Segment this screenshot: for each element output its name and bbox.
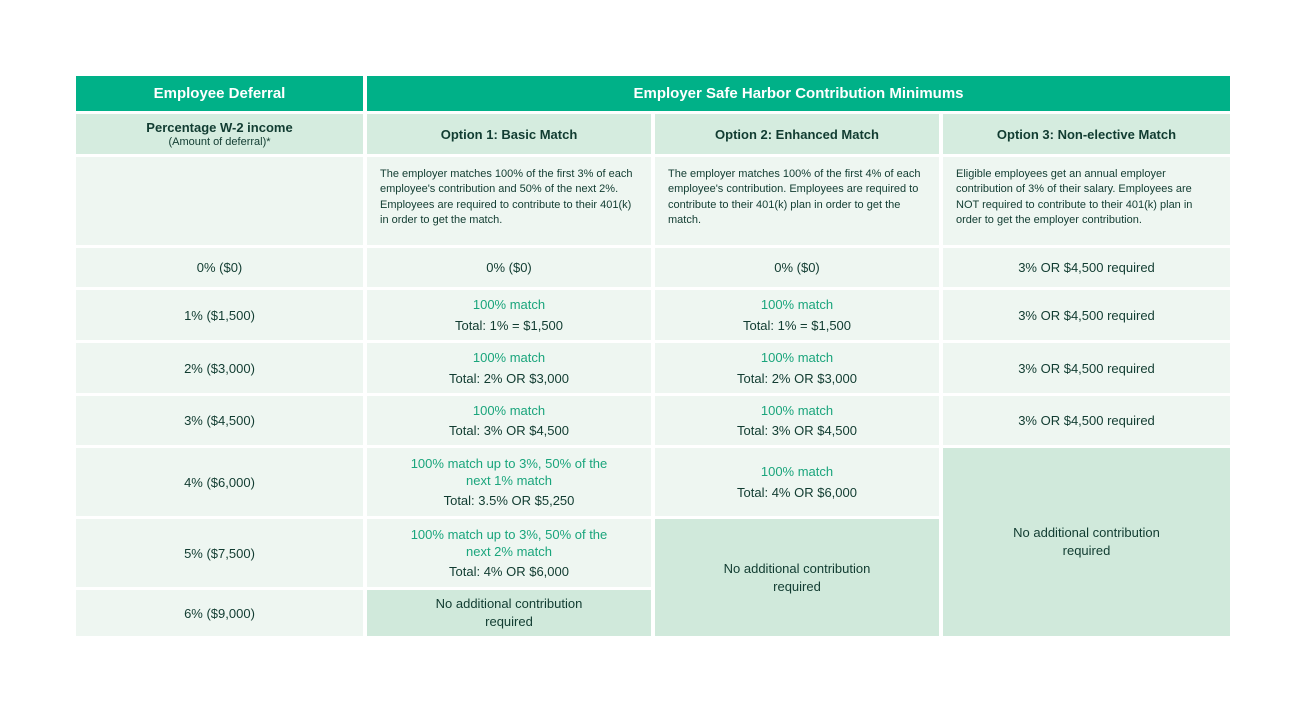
option1-row-5-total: Total: 4% OR $6,000 bbox=[449, 563, 569, 579]
deferral-6-percent-label: 6% ($9,000) bbox=[184, 605, 255, 621]
option2-row-4-total: Total: 4% OR $6,000 bbox=[737, 484, 857, 500]
option2-row-3-total: Total: 3% OR $4,500 bbox=[737, 423, 857, 439]
option1-no-contribution bbox=[367, 590, 651, 636]
subheader-option-1-label: Option 1: Basic Match bbox=[440, 126, 578, 142]
option3-row-1 bbox=[943, 290, 1230, 340]
option1-row-3-match: 100% match bbox=[472, 402, 546, 418]
subheader-percentage-subnote: (Amount of deferral)* bbox=[168, 136, 271, 148]
deferral-6-percent bbox=[76, 590, 363, 636]
deferral-4-percent-label: 4% ($6,000) bbox=[184, 474, 255, 490]
option1-row-3-total: Total: 3% OR $4,500 bbox=[449, 423, 569, 439]
option1-row-1-total: Total: 1% = $1,500 bbox=[454, 317, 564, 333]
description-option-2-text: The employer matches 100% of the first 4% of each employee's contribution. Employees are required to contribute to their 401(k) plan in order to get the match. bbox=[668, 168, 921, 227]
option2-row-3 bbox=[655, 396, 939, 445]
description-option-1-text: The employer matches 100% of the first 3% of each employee's contribution and 50% of the next 2%. Employees are required to contribute to their 401(k) in order to get the match. bbox=[380, 168, 633, 227]
option2-row-0 bbox=[655, 248, 939, 287]
option2-row-4 bbox=[655, 448, 939, 516]
option3-row-2 bbox=[943, 343, 1230, 393]
option1-no-contribution-text: No additional contribution required bbox=[435, 596, 583, 629]
option2-row-3-match: 100% match bbox=[760, 402, 834, 418]
option2-row-0-text: 0% ($0) bbox=[774, 260, 820, 275]
option1-row-4-total: Total: 3.5% OR $5,250 bbox=[443, 492, 575, 508]
option3-row-0-text: 3% OR $4,500 required bbox=[1018, 260, 1155, 275]
option1-row-1 bbox=[367, 290, 651, 340]
header-employee-deferral-label: Employee Deferral bbox=[153, 85, 286, 102]
deferral-5-percent bbox=[76, 519, 363, 587]
deferral-0-percent-label: 0% ($0) bbox=[196, 260, 243, 275]
option3-row-3 bbox=[943, 396, 1230, 445]
option2-row-2 bbox=[655, 343, 939, 393]
option3-row-0 bbox=[943, 248, 1230, 287]
safe-harbor-comparison-table bbox=[76, 76, 1230, 636]
option3-row-3-text: 3% OR $4,500 required bbox=[1018, 413, 1155, 428]
deferral-2-percent bbox=[76, 343, 363, 393]
option3-merged-no-contribution bbox=[943, 448, 1230, 636]
deferral-1-percent bbox=[76, 290, 363, 340]
option1-row-3 bbox=[367, 396, 651, 445]
option2-merged-no-contribution-text: No additional contribution required bbox=[723, 560, 871, 594]
description-option-2 bbox=[655, 157, 939, 245]
option1-row-2-total: Total: 2% OR $3,000 bbox=[449, 370, 569, 386]
option3-row-2-text: 3% OR $4,500 required bbox=[1018, 360, 1155, 376]
subheader-percentage-title: Percentage W-2 income bbox=[146, 120, 293, 135]
subheader-option-2-label: Option 2: Enhanced Match bbox=[715, 126, 879, 142]
description-option-3-text: Eligible employees get an annual employer contribution of 3% of their salary. Employees are NOT required to contribute to their 401(k) plan in order to get the employer contribution. bbox=[956, 168, 1193, 227]
header-employer-minimums bbox=[367, 76, 1230, 111]
deferral-1-percent-label: 1% ($1,500) bbox=[184, 307, 255, 323]
description-empty-cell bbox=[76, 157, 363, 245]
deferral-4-percent bbox=[76, 448, 363, 516]
header-employer-minimums-label: Employer Safe Harbor Contribution Minimums bbox=[633, 85, 964, 102]
description-option-1 bbox=[367, 157, 651, 245]
option1-row-1-match: 100% match bbox=[472, 297, 546, 313]
option2-row-2-total: Total: 2% OR $3,000 bbox=[737, 370, 857, 386]
subheader-option-1-basic-match bbox=[367, 114, 651, 154]
option1-row-0 bbox=[367, 248, 651, 287]
option3-merged-no-contribution-text: No additional contribution required bbox=[1013, 525, 1160, 558]
option2-row-2-match: 100% match bbox=[760, 350, 834, 366]
option1-row-4 bbox=[367, 448, 651, 516]
deferral-3-percent-label: 3% ($4,500) bbox=[184, 413, 255, 428]
header-employee-deferral bbox=[76, 76, 363, 111]
option1-row-0-text: 0% ($0) bbox=[486, 260, 532, 275]
option2-merged-no-contribution bbox=[655, 519, 939, 636]
description-option-3 bbox=[943, 157, 1230, 245]
option2-row-1-match: 100% match bbox=[760, 297, 834, 313]
subheader-option-2-enhanced-match bbox=[655, 114, 939, 154]
option1-row-2-match: 100% match bbox=[472, 350, 546, 366]
deferral-2-percent-label: 2% ($3,000) bbox=[184, 360, 255, 376]
deferral-0-percent bbox=[76, 248, 363, 287]
subheader-option-3-label: Option 3: Non-elective Match bbox=[996, 126, 1177, 142]
subheader-percentage-w2-income bbox=[76, 114, 363, 154]
option1-row-2 bbox=[367, 343, 651, 393]
option2-row-1 bbox=[655, 290, 939, 340]
option3-row-1-text: 3% OR $4,500 required bbox=[1018, 307, 1155, 323]
deferral-3-percent bbox=[76, 396, 363, 445]
subheader-option-3-non-elective-match bbox=[943, 114, 1230, 154]
option2-row-4-match: 100% match bbox=[760, 464, 834, 480]
option1-row-4-match: 100% match up to 3%, 50% of the next 1% match bbox=[410, 456, 608, 488]
option1-row-5-match: 100% match up to 3%, 50% of the next 2% match bbox=[410, 527, 608, 559]
deferral-5-percent-label: 5% ($7,500) bbox=[184, 545, 255, 561]
option2-row-1-total: Total: 1% = $1,500 bbox=[742, 317, 852, 333]
option1-row-5 bbox=[367, 519, 651, 587]
